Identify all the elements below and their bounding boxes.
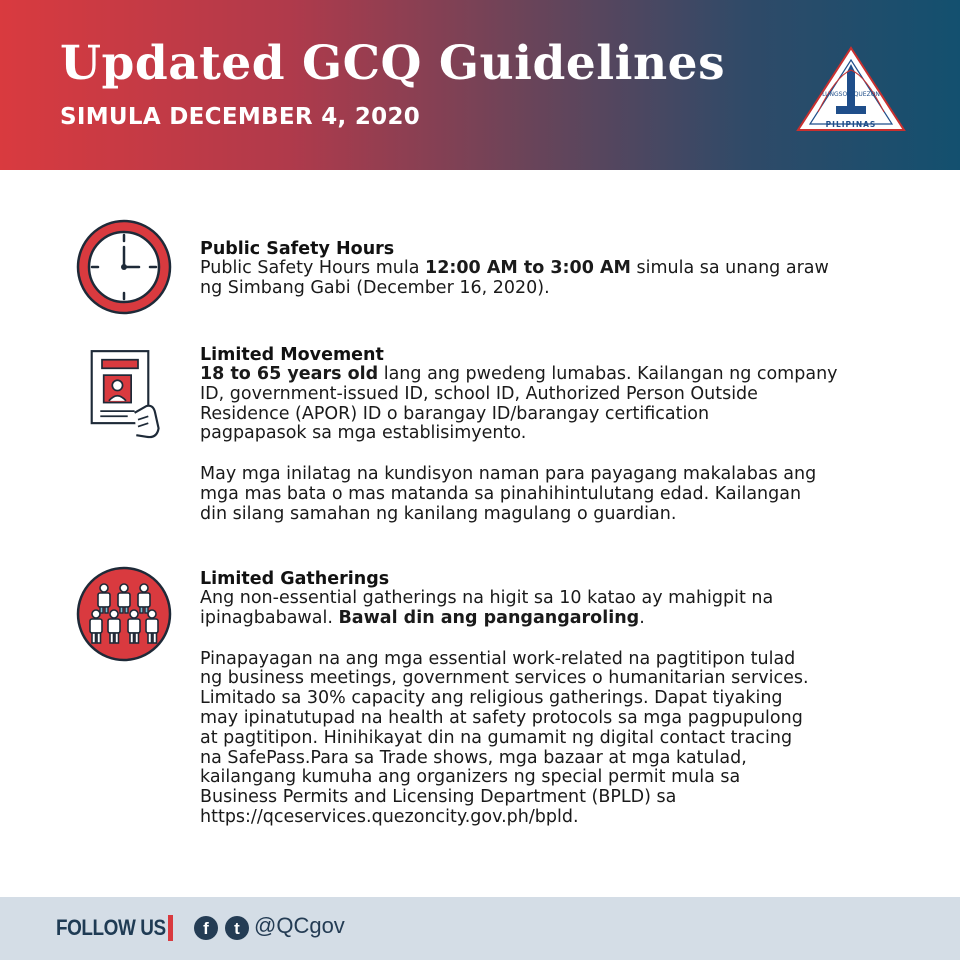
crowd-icon — [76, 566, 172, 662]
text-run: Residence (APOR) ID o barangay ID/barangay certification — [200, 403, 710, 424]
facebook-icon[interactable]: f — [194, 916, 218, 940]
section-title: Public Safety Hours — [200, 239, 395, 259]
id-card-icon — [78, 346, 174, 442]
page-title: Updated GCQ Guidelines — [60, 36, 726, 91]
section-limited-gatherings — [200, 569, 920, 828]
paragraph-gap — [200, 629, 920, 650]
section-body — [200, 365, 920, 525]
paragraph — [200, 365, 920, 444]
text-run: May mga inilatag na kundisyon naman para payagang makalabas ang — [200, 464, 817, 485]
paragraph — [200, 259, 920, 299]
section-title: Limited Gatherings — [200, 569, 390, 589]
quezon-city-seal-icon — [796, 46, 906, 132]
twitter-icon[interactable]: t — [225, 916, 249, 940]
text-run: ng business meetings, government services o humanitarian services. — [200, 668, 809, 689]
bold-text: 12:00 AM to 3:00 AM — [425, 258, 631, 278]
text-run: . — [639, 607, 645, 628]
text-run: at pagtitipon. Hinihikayat din na gumamit ng digital contact tracing — [200, 727, 793, 748]
text-run: ipinagbabawal. — [200, 607, 339, 628]
text-run: na SafePass.Para sa Trade shows, mga bazaar at mga katulad, — [200, 747, 747, 768]
text-run: simula sa unang araw — [630, 258, 829, 278]
footer-divider — [168, 915, 173, 941]
text-run: may ipinatutupad na health at safety protocols sa mga pagpupulong — [200, 707, 803, 728]
social-handle[interactable]: @QCgov — [254, 913, 345, 938]
text-run: Pinapayagan na ang mga essential work-related na pagtitipon tulad — [200, 648, 796, 669]
clock-icon — [76, 219, 172, 315]
text-run: https://qceservices.quezoncity.gov.ph/bpld. — [200, 806, 579, 827]
section-limited-movement — [200, 345, 920, 525]
bold-text: Bawal din ang pangangaroling — [338, 607, 640, 628]
section-public-safety-hours — [200, 239, 920, 299]
text-run: lang ang pwedeng lumabas. Kailangan ng company — [378, 364, 838, 384]
text-run: Business Permits and Licensing Department (BPLD) sa — [200, 787, 677, 808]
paragraph — [200, 465, 920, 524]
section-title: Limited Movement — [200, 345, 384, 365]
section-body — [200, 259, 920, 299]
text-run: ID, government-issued ID, school ID, Authorized Person Outside — [200, 383, 758, 404]
seal-top-text: LUNGSOD QUEZON — [822, 91, 880, 98]
text-run: ng Simbang Gabi (December 16, 2020). — [200, 277, 550, 298]
text-run: kailangang kumuha ang organizers ng special permit mula sa — [200, 767, 741, 788]
section-body — [200, 589, 920, 828]
text-run: mga mas bata o mas matanda sa pinahihintulutang edad. Kailangan — [200, 483, 802, 504]
text-run: Ang non-essential gatherings na higit sa 10 katao ay mahigpit na — [200, 588, 774, 608]
bold-text: 18 to 65 years old — [200, 364, 379, 384]
paragraph — [200, 650, 920, 828]
seal-bottom-text: PILIPINAS — [825, 120, 877, 129]
text-run: pagpapasok sa mga establisimyento. — [200, 423, 527, 444]
text-run: Limitado sa 30% capacity ang religious gatherings. Dapat tiyaking — [200, 688, 783, 709]
page-subtitle: SIMULA DECEMBER 4, 2020 — [60, 104, 421, 130]
text-run: Public Safety Hours mula — [200, 258, 426, 278]
text-run: din silang samahan ng kanilang magulang o guardian. — [200, 503, 677, 524]
follow-us-label: FOLLOW US — [56, 915, 166, 940]
paragraph-gap — [200, 444, 920, 465]
header-banner — [0, 0, 960, 170]
paragraph — [200, 589, 920, 629]
